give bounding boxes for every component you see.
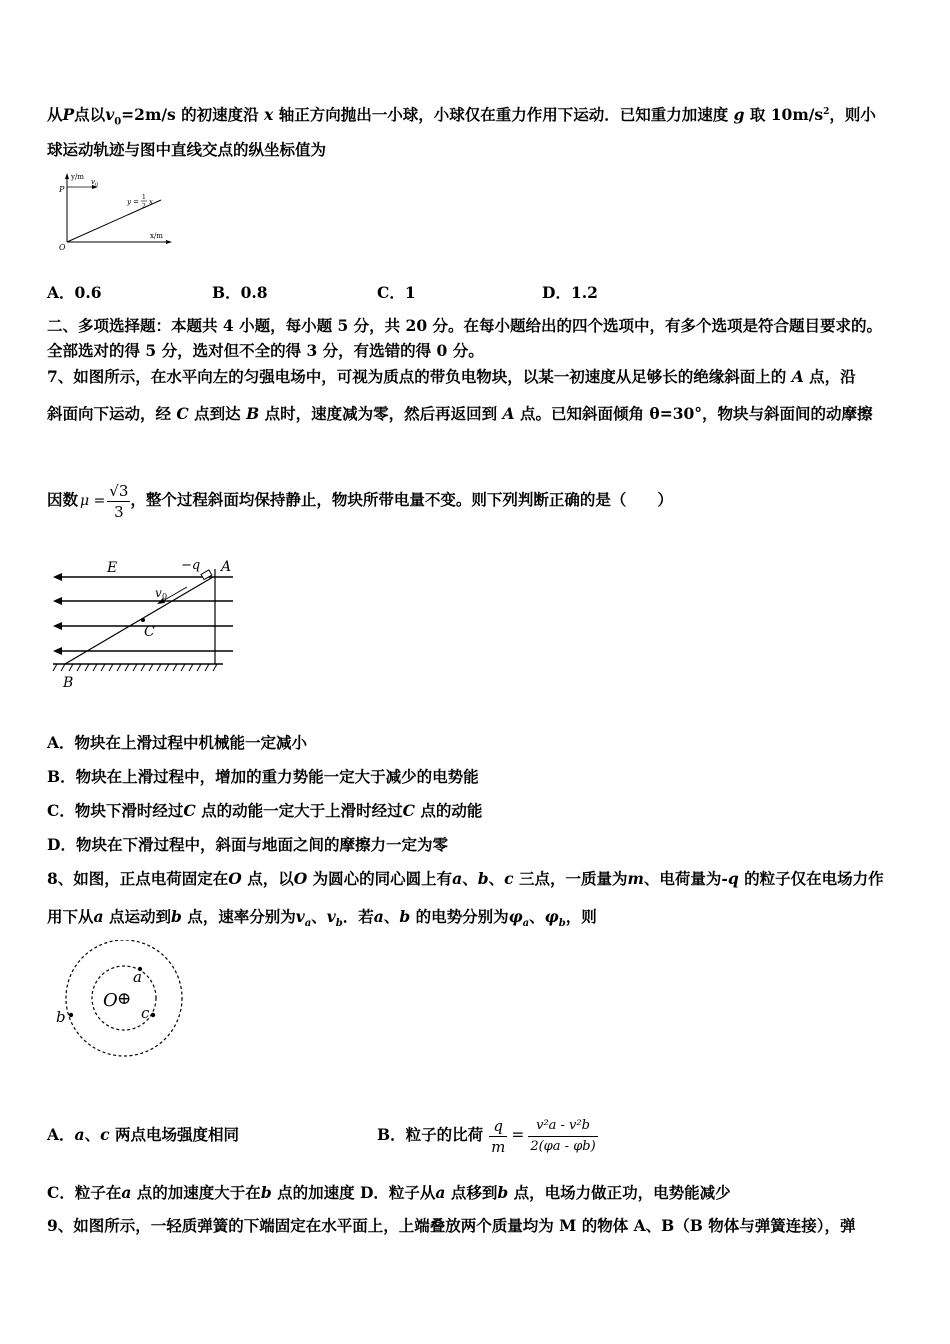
p-label: P xyxy=(59,185,65,194)
q6-graph-figure xyxy=(55,170,180,255)
q6-stem-line1: 从P点以$v_0=2m/s$ 的初速度沿 x 轴正方向抛出一小球，小球仅在重力作用下运动．已知重力加速度 g 取 $10m/s^2$，则小 xyxy=(47,105,876,128)
v0-sub: 0 xyxy=(162,592,168,601)
q8-stem-line2: 用下从a 点运动到b 点，速率分别为$v_a$、$v_b$．若a、b 的电势分别为$\varphi_a$、$\varphi_b$，则 xyxy=(47,907,597,930)
q7-stem-line2: 斜面向下运动，经 C 点到达 B 点时，速度减为零，然后再返回到 A 点。已知斜面倾角 θ=30°，物块与斜面间的动摩擦 xyxy=(47,404,873,423)
v0-label: v xyxy=(155,586,162,600)
q7-stem-line1: 7、如图所示，在水平向左的匀强电场中，可视为质点的带负电物块，以某一初速度从足够长的绝缘斜面上的 A 点，沿 xyxy=(47,367,856,386)
section2-line2: 全部选对的得 5 分，选对但不全的得 3 分，有选错的得 0 分。 xyxy=(47,341,484,360)
b-label: B xyxy=(63,675,74,691)
mu-symbol: μ = xyxy=(80,493,106,509)
q7-option-a[interactable]: A．物块在上滑过程中机械能一定减小 xyxy=(47,733,308,752)
c-label: C xyxy=(144,624,155,640)
a-label: A xyxy=(221,559,232,575)
q6-stem-line2: 球运动轨迹与图中直线交点的纵坐标值为 xyxy=(47,140,327,159)
q6-option-b[interactable]: B．0.8 xyxy=(212,283,268,302)
q6-option-c[interactable]: C．1 xyxy=(377,283,416,302)
q8-option-b[interactable]: B．粒子的比荷 $\frac{q}{m}$ = $\frac{\text{v²a - v²b}}{2(\varphi a - \varphi b)}$ xyxy=(377,1116,596,1156)
o-label: O xyxy=(103,990,118,1011)
line-eq-var: x xyxy=(149,198,153,206)
q8-stem-line1: 8、如图，正点电荷固定在O 点，以O 为圆心的同心圆上有a、b、c 三点，一质量为m、电荷量为-q 的粒子仅在电场力作 xyxy=(47,869,884,888)
positive-charge-icon: ⊕ xyxy=(117,989,132,1009)
q6-option-d[interactable]: D．1.2 xyxy=(542,283,598,302)
q8-option-a[interactable]: A．a、c 两点电场强度相同 xyxy=(47,1125,239,1144)
q6-option-a[interactable]: A．0.6 xyxy=(47,283,102,302)
q8-option-cd[interactable]: C．粒子在a 点的加速度大于在b 点的加速度 D．粒子从a 点移到b 点，电场力做正功，电势能减少 xyxy=(47,1183,731,1202)
q7-option-b[interactable]: B．物块在上滑过程中，增加的重力势能一定大于减少的电势能 xyxy=(47,767,479,786)
q8-circles-figure xyxy=(55,940,190,1060)
y-axis-label: y/m xyxy=(71,173,84,181)
q7-option-c[interactable]: C．物块下滑时经过C 点的动能一定大于上滑时经过C 点的动能 xyxy=(47,801,483,820)
line-eq-label: y = xyxy=(127,198,140,206)
c-label: c xyxy=(141,1004,150,1022)
charge-label: −q xyxy=(181,558,201,573)
v0-label: v xyxy=(91,178,95,186)
q7-stem-line3: 因数 μ = $\frac{√3}{3}$ ，整个过程斜面均保持静止，物块所带电量不变。则下列判断正确的是（ ） xyxy=(47,481,673,521)
origin-label: O xyxy=(59,243,66,252)
x-axis-label: x/m xyxy=(150,232,163,240)
mu-fraction: $\frac{√3}{3}$ xyxy=(109,481,129,521)
section2-line1: 二、多项选择题：本题共 4 小题，每小题 5 分，共 20 分。在每小题给出的四个选项中，有多个选项是符合题目要求的。 xyxy=(47,316,883,335)
q7-incline-figure xyxy=(45,553,245,693)
line-eq-num: 1 xyxy=(142,194,146,201)
q7-option-d[interactable]: D．物块在下滑过程中，斜面与地面之间的摩擦力一定为零 xyxy=(47,835,448,854)
b-label: b xyxy=(56,1008,66,1026)
a-label: a xyxy=(133,968,142,986)
e-label: E xyxy=(107,560,118,576)
line-eq-den: 2 xyxy=(142,203,146,210)
v0-sub: 0 xyxy=(95,182,99,188)
q9-stem-line1: 9、如图所示，一轻质弹簧的下端固定在水平面上，上端叠放两个质量均为 M 的物体 A、B（B 物体与弹簧连接），弹 xyxy=(47,1216,856,1235)
